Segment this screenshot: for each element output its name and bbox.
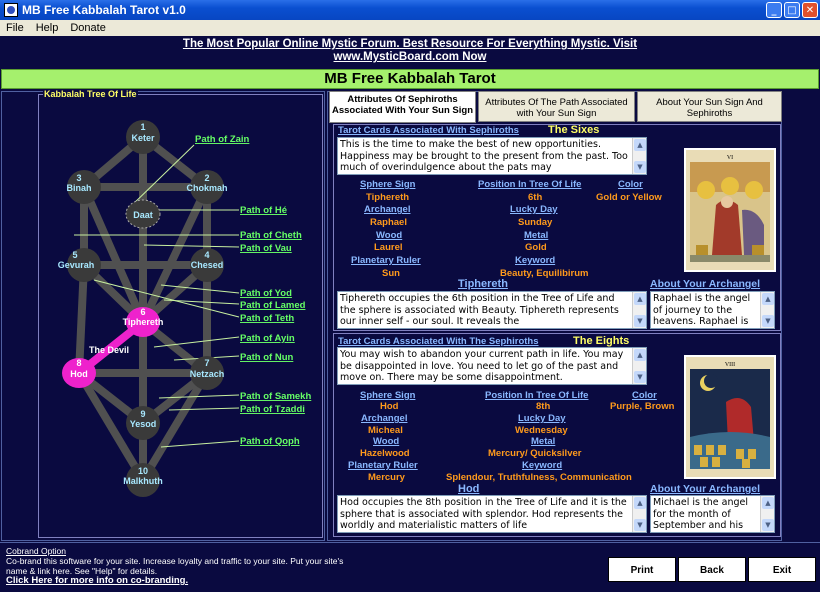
minimize-button[interactable]: _ [766, 2, 782, 18]
archangel-value-2: Micheal [368, 425, 403, 436]
path-link-ayin[interactable]: Path of Ayin [240, 333, 295, 344]
position-label-2[interactable]: Position In Tree Of Life [485, 390, 589, 401]
cobrand-box [6, 546, 356, 586]
path-link-he[interactable]: Path of Hé [240, 205, 287, 216]
card-title: The Sixes [548, 124, 600, 136]
sephirah-num: 10 [137, 466, 149, 476]
window-title: MB Free Kabbalah Tarot v1.0 [22, 3, 186, 17]
card-meaning-content-2: You may wish to abandon your current path in life. You may be disappointed in love. You need to let go of the past and move on. There may be some disappointment. [340, 349, 624, 383]
color-label[interactable]: Color [618, 179, 643, 190]
archangel-description-content-2: Michael is the angel for the month of September and his [653, 497, 748, 531]
keyword-label-2[interactable]: Keyword [522, 460, 563, 471]
color-value-2: Purple, Brown [610, 401, 675, 412]
scrollbar[interactable]: ▲ ▼ [760, 496, 774, 532]
path-link-cheth[interactable]: Path of Cheth [240, 230, 302, 241]
sephirah-num: 8 [76, 358, 82, 368]
maximize-button[interactable]: □ [784, 2, 800, 18]
archangel-description-content: Raphael is the angel of journey to the heavens. Raphael is [653, 293, 751, 327]
archangel-label-2[interactable]: Archangel [361, 413, 408, 424]
sephirah-num: 2 [204, 173, 210, 183]
sephirah-binah: Binah [66, 183, 92, 193]
about-archangel-link[interactable]: About Your Archangel [650, 278, 761, 290]
card-meaning-content: This is the time to make the best of new opportunities. Happiness may be brought to the present from the past. Too much of overindulgence about the pats may [340, 139, 628, 173]
selected-path-label: The Devil [88, 345, 130, 355]
sphere-sign-label[interactable]: Sphere Sign [360, 179, 416, 190]
path-link-teth[interactable]: Path of Teth [240, 313, 295, 324]
banner-line-1: The Most Popular Online Mystic Forum. Best Resource For Everything Mystic. Visit [182, 38, 638, 50]
archangel-description-2[interactable] [650, 495, 775, 533]
sephirah-malkhuth: Malkhuth [123, 476, 163, 486]
path-link-qoph[interactable]: Path of Qoph [240, 436, 300, 447]
color-value: Gold or Yellow [596, 192, 662, 203]
sephirah-num: 6 [140, 307, 146, 317]
cobrand-title[interactable]: Cobrand Option [6, 546, 67, 556]
tab-sun-sign[interactable]: About Your Sun Sign And Sephiroths [637, 91, 782, 122]
sephirah-num: 4 [204, 250, 210, 260]
sephirah-num: 5 [72, 250, 78, 260]
sephira-description[interactable] [337, 291, 647, 329]
keyword-label[interactable]: Keyword [515, 255, 556, 266]
keyword-value: Beauty, Equilibirum [500, 268, 589, 279]
app-icon [4, 3, 18, 17]
lucky-day-label[interactable]: Lucky Day [510, 204, 558, 215]
sephirah-keter: Keter [131, 133, 155, 143]
sephira-description-content-2: Hod occupies the 8th position in the Tree of Life and it is the sphere that is associated with splendor. Hod represents the worldly and materialistic matters of life [340, 497, 627, 531]
color-label-2[interactable]: Color [632, 390, 657, 401]
sephira-description-content: Tiphereth occupies the 6th position in the Tree of Life and the sphere is associated with Beauty. Tiphereth represents our inner self - our soul. It reveals the [340, 293, 619, 327]
position-label[interactable]: Position In Tree Of Life [478, 179, 582, 190]
exit-button[interactable]: Exit [748, 557, 816, 582]
sphere-sign-label-2[interactable]: Sphere Sign [360, 390, 416, 401]
cobrand-text: Co-brand this software for your site. Increase loyalty and traffic to your site. Put your site's name & link here. See "Help" for details. [6, 556, 344, 576]
path-link-lamed[interactable]: Path of Lamed [240, 300, 306, 311]
card-numeral: VI [726, 155, 734, 161]
card-meaning-text[interactable] [337, 137, 647, 175]
tab-path-attributes[interactable]: Attributes Of The Path Associated with Your Sun Sign [478, 91, 635, 122]
banner-line-2: www.MysticBoard.com Now [333, 51, 487, 63]
card-meaning-text-2[interactable] [337, 347, 647, 385]
archangel-label[interactable]: Archangel [364, 204, 411, 215]
archangel-value: Raphael [370, 217, 407, 228]
back-button[interactable]: Back [678, 557, 746, 582]
keyword-value-2: Splendour, Truthfulness, Communication [446, 472, 632, 483]
sephirah-num: 7 [204, 358, 210, 368]
metal-value-2: Mercury/ Quicksilver [488, 448, 582, 459]
sphere-sign-value-2: Hod [380, 401, 399, 412]
lucky-day-value: Sunday [518, 217, 553, 228]
sephirah-num: 1 [140, 122, 146, 132]
scrollbar[interactable]: ▲ ▼ [760, 292, 774, 328]
position-value-2: 8th [536, 401, 551, 412]
metal-value: Gold [525, 242, 547, 253]
sephirah-num: 9 [140, 409, 146, 419]
tarot-cards-link[interactable]: Tarot Cards Associated With Sephiroths [338, 125, 519, 136]
tab-sephiroth-attributes[interactable]: Attributes Of Sephiroths Associated With Your Sun Sign [329, 91, 476, 123]
lucky-day-value-2: Wednesday [515, 425, 568, 436]
sephirah-chesed: Chesed [190, 260, 224, 270]
ad-banner-link[interactable] [0, 36, 820, 66]
tree-of-life-diagram [39, 95, 323, 537]
tree-legend: Kabbalah Tree Of Life [44, 89, 137, 99]
close-button[interactable]: ✕ [802, 2, 818, 18]
card-numeral-2: VIII [724, 362, 736, 368]
menu-file[interactable]: File [6, 22, 24, 34]
path-link-zain[interactable]: Path of Zain [195, 134, 250, 145]
path-link-yod[interactable]: Path of Yod [240, 288, 292, 299]
sephira-link[interactable]: Tiphereth [458, 278, 508, 290]
planetary-ruler-label[interactable]: Planetary Ruler [351, 255, 421, 266]
scrollbar[interactable]: ▲ ▼ [632, 138, 646, 174]
sephirah-hod: Hod [70, 369, 88, 379]
planetary-ruler-value: Sun [382, 268, 400, 279]
sephirah-netzach: Netzach [189, 369, 225, 379]
tarot-cards-link-2[interactable]: Tarot Cards Associated With The Sephiroths [338, 336, 539, 347]
path-link-vau[interactable]: Path of Vau [240, 243, 292, 254]
sephira-description-2[interactable] [337, 495, 647, 533]
archangel-description[interactable] [650, 291, 775, 329]
wood-label-2[interactable]: Wood [373, 436, 400, 447]
scrollbar[interactable]: ▲ ▼ [632, 348, 646, 384]
metal-label-2[interactable]: Metal [531, 436, 556, 447]
sphere-sign-value: Tiphereth [366, 192, 410, 203]
wood-value-2: Hazelwood [360, 448, 410, 459]
cobrand-link[interactable]: Click Here for more info on co-branding. [6, 575, 189, 586]
sephirah-chokmah: Chokmah [186, 183, 228, 193]
sephirah-gevurah: Gevurah [57, 260, 95, 270]
sephirah-num: 3 [76, 173, 82, 183]
path-link-tzaddi[interactable]: Path of Tzaddi [240, 404, 305, 415]
sephirah-yesod: Yesod [129, 419, 157, 429]
sephirah-daat: Daat [133, 210, 153, 220]
planetary-ruler-label-2[interactable]: Planetary Ruler [348, 460, 418, 471]
menu-bar [0, 20, 820, 36]
metal-label[interactable]: Metal [524, 230, 549, 241]
sephira-link-2[interactable]: Hod [458, 483, 480, 495]
menu-help[interactable]: Help [35, 22, 59, 34]
print-button[interactable]: Print [608, 557, 676, 582]
menu-donate[interactable]: Donate [70, 22, 106, 34]
path-link-nun[interactable]: Path of Nun [240, 352, 294, 363]
scrollbar[interactable]: ▲ ▼ [632, 496, 646, 532]
tarot-card-image-2 [684, 355, 776, 479]
path-link-samekh[interactable]: Path of Samekh [240, 391, 312, 402]
position-value: 6th [528, 192, 543, 203]
planetary-ruler-value-2: Mercury [368, 472, 405, 483]
wood-label[interactable]: Wood [376, 230, 403, 241]
lucky-day-label-2[interactable]: Lucky Day [518, 413, 566, 424]
sephirah-tiphereth: Tiphereth [122, 317, 164, 327]
page-title: MB Free Kabbalah Tarot [1, 69, 819, 89]
wood-value: Laurel [374, 242, 403, 253]
scrollbar[interactable]: ▲ ▼ [632, 292, 646, 328]
tarot-card-image [684, 148, 776, 272]
about-archangel-link-2[interactable]: About Your Archangel [650, 483, 761, 495]
card-title-2: The Eights [573, 335, 630, 347]
title-bar [0, 0, 820, 20]
